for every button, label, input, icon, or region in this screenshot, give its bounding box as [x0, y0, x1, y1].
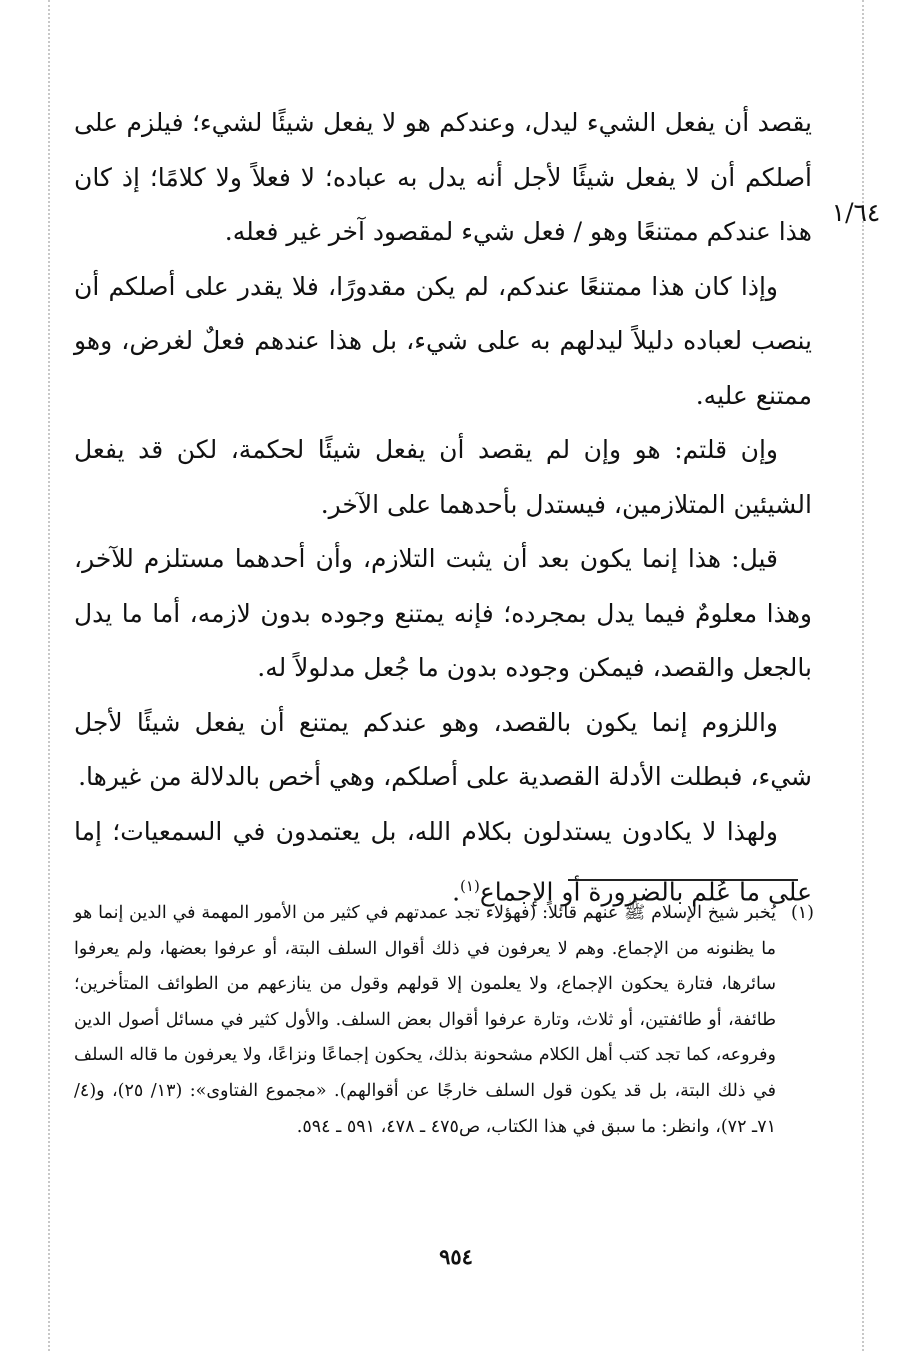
- paragraph-text: ولهذا لا يكادون يستدلون بكلام الله، بل يعتمدون في السمعيات؛ إما على ما عُلم بالضرورة أو الإجماع: [74, 816, 812, 907]
- footnote-separator: [568, 879, 798, 881]
- paragraph: يقصد أن يفعل الشيء ليدل، وعندكم هو لا يفعل شيئًا لشيء؛ فيلزم على أصلكم أن لا يفعل شيئًا لأجل أنه يدل به عباده؛ لا فعلاً ولا كلامًا؛ إذ كان هذا عندكم ممتنعًا وهو / فعل شيء لمقصود آخر غير فعله.: [74, 108, 812, 246]
- scan-dotted-line-left: [48, 0, 50, 1351]
- paragraph: وإذا كان هذا ممتنعًا عندكم، لم يكن مقدورًا، فلا يقدر على أصلكم أن ينصب لعباده دليلاً ليدلهم به على شيء، بل هذا عندهم فعلٌ لغرض، وهو ممتنع عليه.: [74, 271, 812, 410]
- footnote: [74, 896, 814, 1145]
- margin-page-reference: ١/٦٤: [831, 198, 881, 227]
- paragraph: وإن قلتم: هو وإن لم يقصد أن يفعل شيئًا لحكمة، لكن قد يفعل الشيئين المتلازمين، فيستدل بأحدهما على الآخر.: [74, 435, 812, 519]
- footnote-marker: (١): [790, 903, 814, 923]
- footnotes: [74, 896, 814, 1145]
- main-text: [74, 96, 812, 920]
- paragraph-end: .: [452, 877, 461, 907]
- footnote-reference[interactable]: (١): [460, 877, 480, 895]
- footnote-text: يُخبر شيخ الإسلام ﷺ عنهم قائلاً: (فهؤلاء تجد عمدتهم في كثير من الأمور المهمة في الدين إنما هو ما يظنونه من الإجماع. وهم لا يعرفون في ذلك أقوال السلف البتة، أو عرفوا بعضها، ولم يعرفوا سائرها، فتارة يحكون الإجماع، ولا يعلمون إلا قولهم وقول من ينازعهم من الطوائف المتأخرين؛ طائفة، أو طائفتين، أو ثلاث، وتارة عرفوا أقوال بعض السلف. والأول كثير في مسائل أصول الدين وفروعه، كما تجد كتب أهل الكلام مشحونة بذلك، يحكون إجماعًا ونزاعًا، ولا يعرفون ما قاله السلف في ذلك البتة، بل قد يكون قول السلف خارجًا عن أقوالهم). «مجموع الفتاوى»: (١٣/ ٢٥)، و(٤/ ٧١ـ ٧٢)، وانظر: ما سبق في هذا الكتاب، ص٤٧٥ ـ ٤٧٨، ٥٩١ ـ ٥٩٤.: [74, 903, 776, 1137]
- paragraph: قيل: هذا إنما يكون بعد أن يثبت التلازم، وأن أحدهما مستلزم للآخر، وهذا معلومٌ فيما يدل بمجرده؛ فإنه يمتنع وجوده بدون لازمه، أما ما يدل بالجعل والقصد، فيمكن وجوده بدون ما جُعل مدلولاً له.: [74, 544, 812, 682]
- page-number: ٩٥٤: [439, 1244, 473, 1269]
- paragraph: واللزوم إنما يكون بالقصد، وهو عندكم يمتنع أن يفعل شيئًا لأجل شيء، فبطلت الأدلة القصدية على أصلكم، وهي أخص بالدلالة من غيرها.: [74, 707, 812, 791]
